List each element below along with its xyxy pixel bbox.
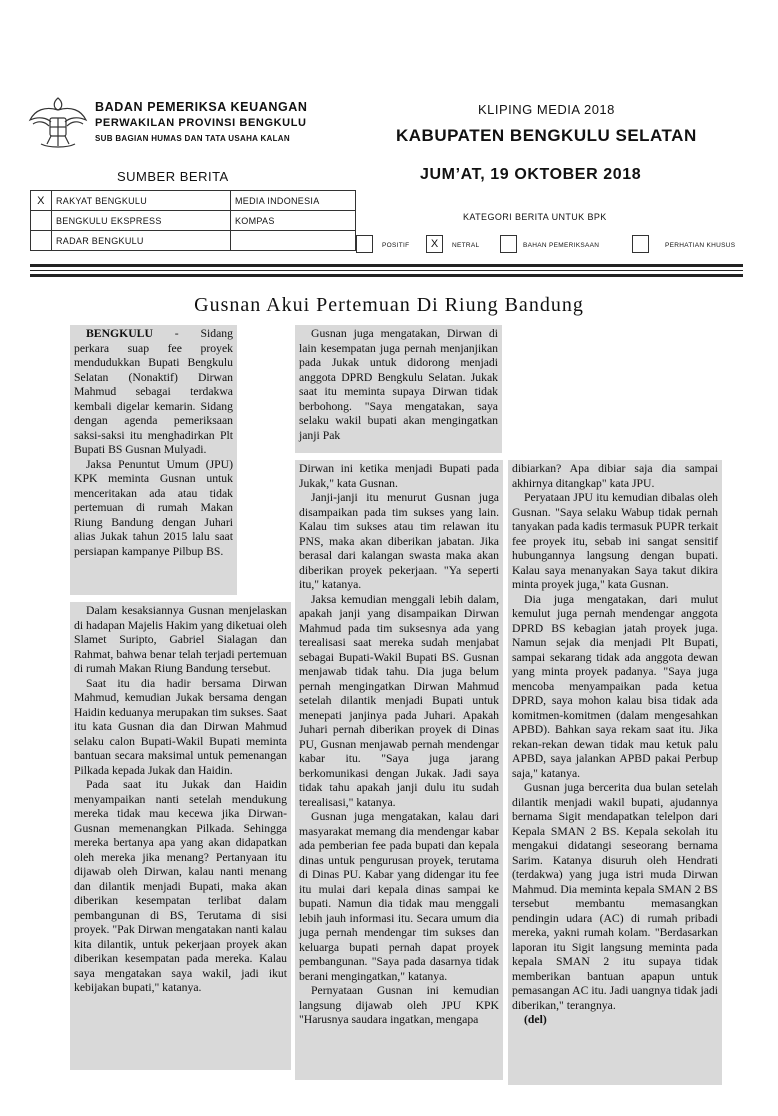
paragraph: Dalam kesaksiannya Gusnan menjelaskan di hadapan Majelis Hakim yang diketuai oleh Slamet Suripto, Gabriel Sialagan dan Rahmat, bahwa benar telah terjadi pertemuan di rumah Makan Riung Bandung tersebut. [74,604,287,675]
author-sign: (del) [524,1013,547,1026]
header-divider [30,270,743,271]
source-name: BENGKULU EKSPRESS [52,211,231,231]
source-row [31,191,356,211]
org-name-line1: BADAN PEMERIKSA KEUANGAN [95,100,308,114]
category-checkbox-bahan-pemeriksaan [500,235,517,253]
category-label-netral: NETRAL [452,242,480,249]
paragraph: Gusnan juga mengatakan, kalau dari masyarakat memang dia mendengar kabar ada pemberian fee pada bupati dan kepala dinas untuk pengurusan proyek, terutama di Dinas PU. Kabar yang didengar itu fee itu mulai dari kepala dinas sampai ke bupati. Namun dia tidak mau menggali lebih jauh informasi itu. Secara umum dia juga pernah mendengar tim sukses dan keluarga bupati pernah dapat proyek pembangunan. "Saya pada dasarnya tidak berani mengingatkan," katanya. [299,810,499,983]
paragraph: Gusnan juga mengatakan, Dirwan di lain kesempatan juga pernah menjanjikan pada Jukak untuk didorong menjadi anggota DPRD Bengkulu Selatan. Jukak saat itu meminta supaya Dirwan tidak berbohong. "Saya mengatakan, saya selaku wakil bupati akan mengingatkan janji Pak [299,327,498,442]
paragraph: Janji-janji itu menurut Gusnan juga disampaikan pada tim sukses yang lain. Kalau tim sukses atau tim relawan itu PNS, maka akan diberikan jabatan. Jika berasal dari kalangan swasta maka akan diberikan proyek pekerjaan. "Ya seperti itu," katanya. [299,491,499,591]
paragraph: Gusnan juga bercerita dua bulan setelah dilantik menjadi wakil bupati, ajudannya bernama Sigit mendapatkan telelpon dari Kepala SMAN 2 BS. Kepala sekolah itu mengakui didatangi seseorang bernama Sarim. Katanya disuruh oleh Hendrati (terdakwa) yang juga istri muda Dirwan Mahmud. Dia meminta kepala SMAN 2 BS tersebut membantu memasangkan pendingin udara (AC) di rumah pribadi mereka, yakni rumah kolam. "Berdasarkan laporan itu Sigit langsung meminta pada kepala SMAN 2 itu supaya tidak memberikan bantuan apapun untuk pemasangan AC itu. Jadi uangnya tidak jadi diberikan," terangnya. [512,781,718,1012]
source-mark [31,211,52,231]
article-block-3 [295,325,502,453]
paragraph: Peryataan JPU itu kemudian dibalas oleh Gusnan. "Saya selaku Wabup tidak pernah tanyakan pada kadis termasuk PUPR terkait fee proyek itu, sebab ini sangat sensitif hubungannya langsung dengan bupati. Kalau saya menanyakan Saya takut dikira minta proyek juga," kata Gusnan. [512,491,718,591]
source-name: KOMPAS [231,211,356,231]
garuda-emblem-icon [27,94,89,150]
source-table [30,190,356,251]
source-row [31,231,356,251]
category-checkbox-netral: X [426,235,443,253]
dateline: BENGKULU [86,327,153,340]
kliping-title: KLIPING MEDIA 2018 [478,102,615,117]
article-block-4 [295,460,503,1080]
article-block-1 [70,325,237,595]
header-divider [30,274,743,277]
source-name: RADAR BENGKULU [52,231,231,251]
category-label-perhatian-khusus: PERHATIAN KHUSUS [665,242,736,249]
paragraph: Jaksa kemudian menggali lebih dalam, apakah janji yang disampaikan Dirwan Mahmud pada tim suksesnya ada yang terealisasi saat mereka sudah menjabat sebagai Bupati-Wakil Bupati BS. Gusnan menjawab tidak tahu. Dia juga belum pernah mengingatkan Dirwan Mahmud setelah dilantik menjadi Bupati untuk menepati janjinya pada Juhari. Apakah Juhari pernah diberikan proyek di Dinas PU, Gusnan menjawab pernah mendengar kabar itu. "Saya juga jarang berkomunikasi dengan Jukak. Jadi saya tidak tahu apakah janji dulu itu sudah terealisasi," katanya. [299,592,499,809]
source-name: RAKYAT BENGKULU [52,191,231,211]
paragraph: dibiarkan? Apa dibiar saja dia sampai akhirnya ditangkap" kata JPU. [512,462,718,490]
kategori-label: KATEGORI BERITA UNTUK BPK [463,212,607,222]
article-block-2 [70,602,291,1070]
source-mark [31,231,52,251]
kabupaten-title: KABUPATEN BENGKULU SELATAN [396,126,697,145]
article-headline: Gusnan Akui Pertemuan Di Riung Bandung [194,294,584,316]
category-checkbox-positif [356,235,373,253]
org-name-line3: SUB BAGIAN HUMAS DAN TATA USAHA KALAN [95,134,290,143]
category-label-bahan-pemeriksaan: BAHAN PEMERIKSAAN [523,242,600,249]
source-name [231,231,356,251]
sumber-berita-label: SUMBER BERITA [117,169,229,184]
paragraph: Jaksa Penuntut Umum (JPU) KPK meminta Gusnan untuk menceritakan ada atau tidak pertemuan di rumah Makan Riung Bandung dengan Juhari alias Jukak tahun 2015 lalu saat persiapan kampanye Pilbup BS. [74,457,233,558]
source-row [31,211,356,231]
category-label-positif: POSITIF [382,242,410,249]
paragraph: - Sidang perkara suap fee proyek mendudukkan Bupati Bengkulu Selatan (Nonaktif) Dirwan Mahmud sebagai terdakwa kembali digelar kemarin. Sidang dengan agenda pemeriksaan saksi-saksi itu menghadirkan Plt Bupati BS Gusnan Mulyadi. [74,327,233,456]
source-mark: X [31,191,52,211]
source-name: MEDIA INDONESIA [231,191,356,211]
paragraph: Saat itu dia hadir bersama Dirwan Mahmud, kemudian Jukak bersama dengan Haidin keduanya merupakan tim sukses. Saat itu kata Gusnan dia dan Dirwan Mahmud selaku calon Bupati-Wakil Bupati meminta bantuan secara maksimal untuk pemenangan Pilkada kepada Jukak dan Haidin. [74,676,287,777]
org-name-line2: PERWAKILAN PROVINSI BENGKULU [95,117,307,129]
paragraph: Dirwan ini ketika menjadi Bupati pada Jukak," kata Gusnan. [299,462,499,490]
paragraph: Pernyataan Gusnan ini kemudian langsung dijawab oleh JPU KPK "Harusnya saudara ingatkan, mengapa [299,984,499,1026]
paragraph: Pada saat itu Jukak dan Haidin menyampaikan nanti setelah mendukung mereka tidak mau kecewa jika Dirwan-Gusnan memenangkan Pilkada. Sehingga mereka bertanya apa yang akan didapatkan oleh mereka jika menang? Pertanyaan itu dijawab oleh Dirwan, kalau nanti menang dan dilantik menjadi Bupati, maka akan diberikan kesempatan terlibat dalam pembangunan di BS, Terutama di sisi proyek. "Pak Dirwan mengatakan nanti kalau kita dilantik, untuk pekerjaan proyek akan diberikan kesempatan pada mereka. Kalau saya mengatakan saya wakil, jadi ikut kebijakan bupati," katanya. [74,778,287,994]
paragraph: Dia juga mengatakan, dari mulut kemulut juga pernah mendengar anggota DPRD BS kebagian jatah proyek juga. Namun sejak dia menjadi Plt Bupati, sampai sekarang tidak ada anggota dewan yang minta proyek padanya. "Saya juga mencoba menyampaikan pada ketua DPRD, saya mohon kalau bisa tidak ada komitmen-komitmen (dalam mengesahkan APBD). Bahkan saya rekam saat itu. Jika rekan-rekan dewan tidak mau ketuk palu APBD, saya jalankan APBD pakai Perbup saja," katanya. [512,592,718,780]
article-block-5 [508,460,722,1085]
publication-date: JUM’AT, 19 OKTOBER 2018 [420,166,642,183]
category-checkbox-perhatian-khusus [632,235,649,253]
header-divider [30,264,743,267]
